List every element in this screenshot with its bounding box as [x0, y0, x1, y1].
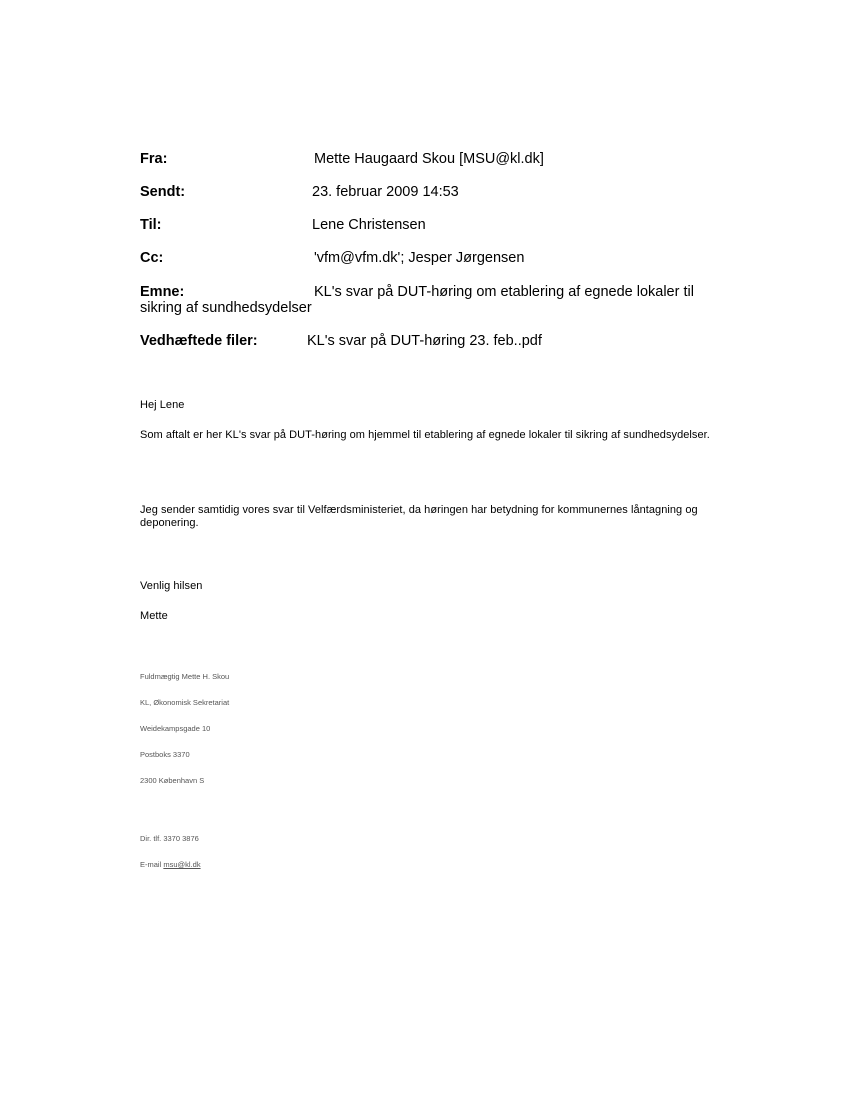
from-value: Mette Haugaard Skou [MSU@kl.dk] [314, 151, 544, 167]
signature-pobox: Postboks 3370 [140, 750, 190, 759]
attachment-file[interactable]: KL's svar på DUT-høring 23. feb..pdf [307, 333, 542, 349]
to-value: Lene Christensen [312, 217, 426, 233]
cc-label: Cc: [140, 250, 164, 266]
closing: Venlig hilsen [140, 580, 203, 592]
signature-email-label: E-mail [140, 860, 162, 869]
signature-phone: Dir. tlf. 3370 3876 [140, 834, 199, 843]
signature-email-link[interactable]: msu@kl.dk [163, 860, 201, 869]
greeting: Hej Lene [140, 399, 185, 411]
signature-title: Fuldmægtig Mette H. Skou [140, 672, 230, 681]
signature-street: Weidekampsgade 10 [140, 724, 211, 733]
from-label: Fra: [140, 151, 168, 167]
sent-value: 23. februar 2009 14:53 [312, 184, 459, 200]
signature-org: KL, Økonomisk Sekretariat [140, 698, 230, 707]
to-label: Til: [140, 217, 162, 233]
body-paragraph-1: Som aftalt er her KL's svar på DUT-høring om hjemmel til etablering af egnede lokaler til sikring af sundhedsydelser. [140, 429, 710, 441]
body-paragraph-2: Jeg sender samtidig vores svar til Velfærdsministeriet, da høringen har betydning for kommunernes låntagning og deponering. [140, 504, 698, 529]
signature-city: 2300 København S [140, 776, 205, 785]
signature-email-row [140, 860, 201, 869]
attachments-label: Vedhæftede filer: [140, 333, 258, 349]
sender-name: Mette [140, 610, 168, 622]
subject-label: Emne: [140, 284, 185, 300]
subject-row [140, 284, 710, 316]
sent-label: Sendt: [140, 184, 186, 200]
cc-value: 'vfm@vfm.dk'; Jesper Jørgensen [314, 250, 525, 266]
subject-value: KL's svar på DUT-høring om etablering af egnede lokaler til sikring af sundhedsydelser [140, 284, 694, 316]
